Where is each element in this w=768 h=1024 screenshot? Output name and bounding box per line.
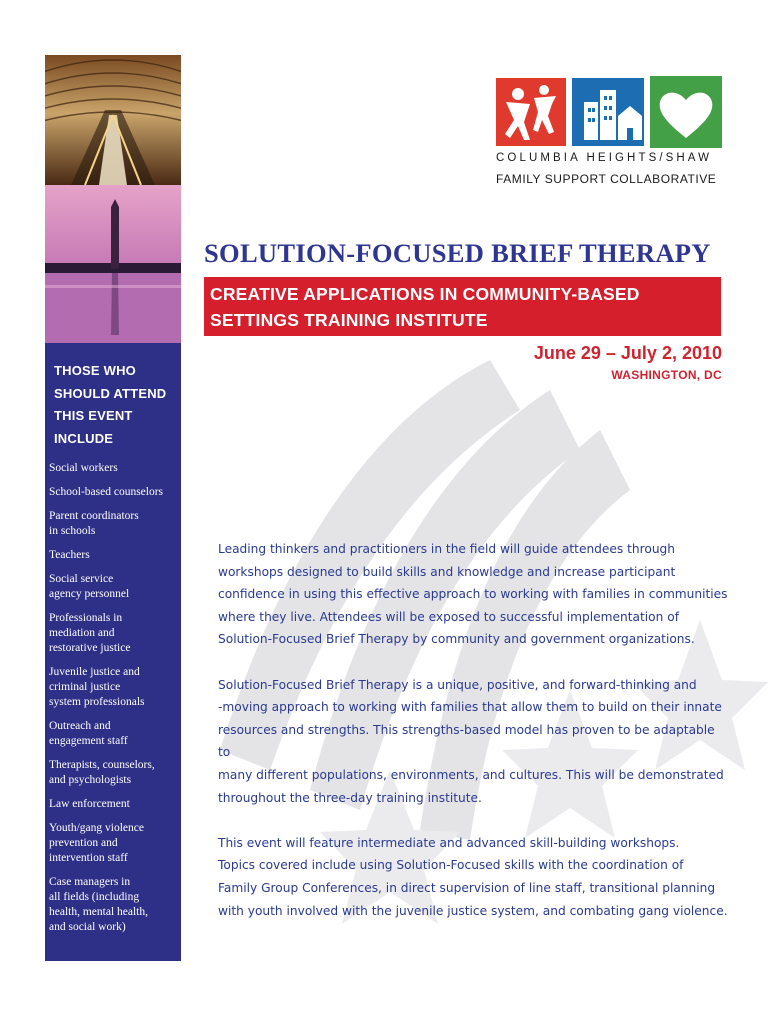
subtitle-banner [204,277,721,336]
logo-tiles [496,76,722,148]
metro-station-photo [45,55,181,185]
subtitle-text: CREATIVE APPLICATIONS IN COMMUNITY-BASED SETTINGS TRAINING INSTITUTE [210,284,640,330]
organization-logo [496,76,722,190]
attendee-item: Outreach and engagement staff [49,720,128,747]
attendee-item: Therapists, counselors, and psychologists [49,759,155,786]
sidebar-heading: THOSE WHO SHOULD ATTEND THIS EVENT INCLUDE [54,363,167,446]
attendee-item: School-based counselors [49,486,164,498]
attendee-item: Professionals in mediation and restorative justice [49,612,131,654]
attendee-item: Juvenile justice and criminal justice system professionals [49,666,145,708]
logo-org-subname: FAMILY SUPPORT COLLABORATIVE [496,172,717,186]
attendee-item: Teachers [49,549,90,561]
attendee-sidebar [45,343,181,961]
logo-tile-red [496,78,566,146]
body-paragraph: Leading thinkers and practitioners in the field will guide attendees through workshops designed to build skills and knowledge and increase participant confidence in using this effective approach to working with families in communities where they live. Attendees will be exposed to successful implementation of Solution-Focused Brief Therapy by community and government organizations. [218,542,728,647]
body-paragraph: This event will feature intermediate and advanced skill-building workshops. Topics covered include using Solution-Focused skills with the coordination of Family Group Conferences, in direct supervision of line staff, transitional planning with youth involved with the juvenile justice system, and combating gang violence. [218,835,728,918]
logo-org-name: COLUMBIA HEIGHTS/SHAW [496,152,713,164]
body-copy [218,538,730,945]
event-location: WASHINGTON, DC [611,368,722,382]
attendee-item: Social service agency personnel [49,573,130,600]
attendee-item: Social workers [49,462,118,474]
attendee-item: Case managers in all fields (including health, mental health, and social work) [49,876,148,933]
attendee-item: Law enforcement [49,798,130,810]
event-date: June 29 – July 2, 2010 [533,343,722,363]
page-title: SOLUTION-FOCUSED BRIEF THERAPY [204,238,711,268]
attendee-item: Parent coordinators in schools [49,510,139,537]
washington-monument-photo [45,185,181,343]
body-paragraph: Solution-Focused Brief Therapy is a unique, positive, and forward-thinking and -moving approach to working with families that allow them to build on their innate resources and strengths. This strengths-based model has proven to be adaptable to many different populations, environments, and cultures. This will be demonstrated throughout the three-day training institute. [218,677,724,805]
attendee-item: Youth/gang violence prevention and intervention staff [49,822,144,864]
attendee-list [49,461,181,944]
